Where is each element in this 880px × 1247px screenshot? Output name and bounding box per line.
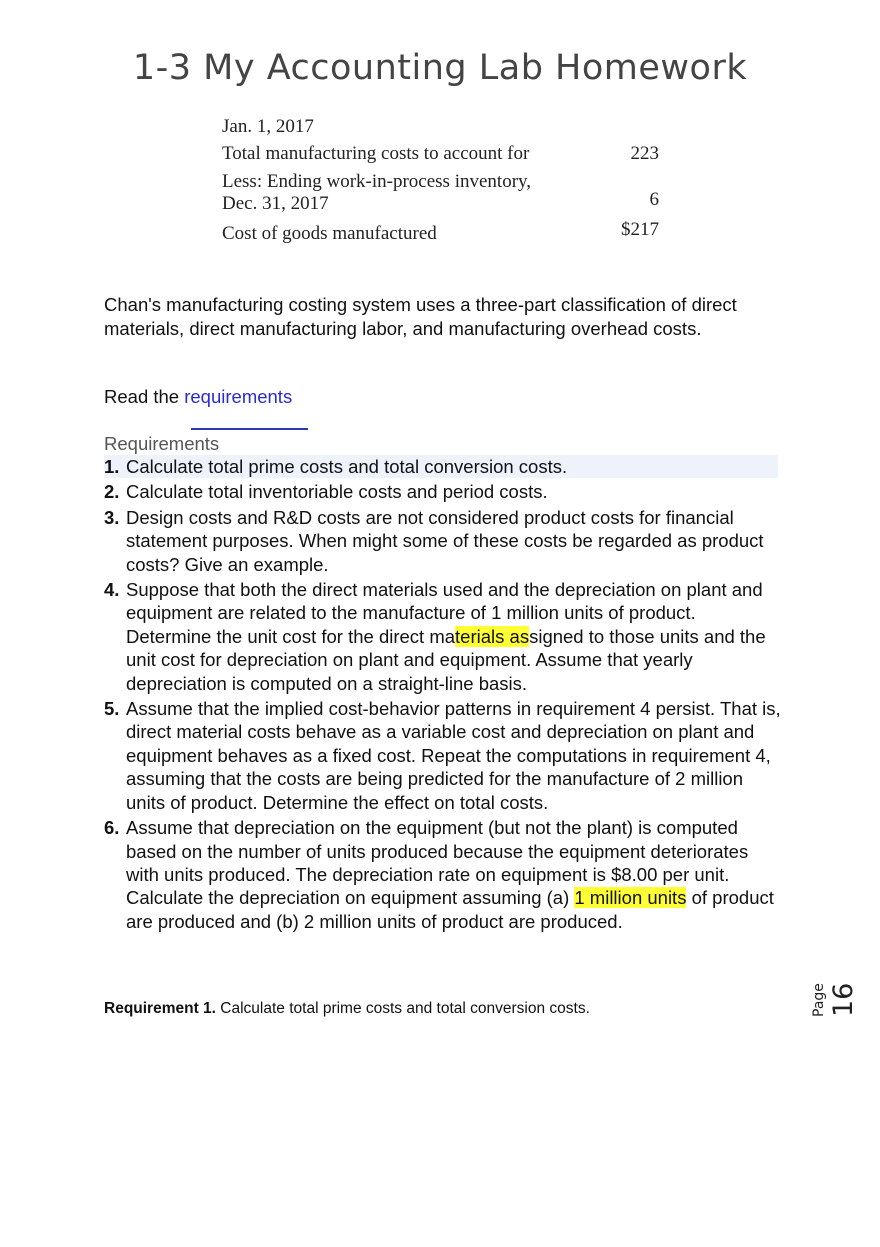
requirement-number: 6. xyxy=(104,817,120,839)
ledger-value: 6 xyxy=(649,189,659,210)
requirement-number: 1. xyxy=(104,456,120,477)
requirement-item-1[interactable] xyxy=(104,455,778,478)
requirements-list xyxy=(104,455,784,935)
requirement-item-5 xyxy=(104,697,784,814)
requirement-text: Suppose that both the direct materials used and the depreciation on plant and equipment are related to the manufacture of 1 million units of product. Determine the unit cost for the direct ma xyxy=(126,579,763,647)
ledger-label: Less: Ending work-in-process inventory, xyxy=(222,171,532,192)
requirement-text: Design costs and R&D costs are not considered product costs for financial statement purposes. When might some of these costs be regarded as product costs? Give an example. xyxy=(126,506,764,575)
requirement-text-cont: signed to those units and the unit cost for depreciation on plant and equipment. Assume that yearly depreciation is computed on a straight-line basis. xyxy=(126,625,766,694)
requirement-text: Assume that the implied cost-behavior patterns in requirement 4 persist. That is, direct material costs behave as a variable cost and depreciation on plant and equipment behaves as a fixed cost. Repeat the computations in requirement 4, assuming that the costs are being predicted for the manufacture of 2 million units of product. Determine the effect on total costs. xyxy=(126,698,781,813)
ledger-label: Cost of goods manufactured xyxy=(222,223,437,244)
page-number-value: 16 xyxy=(828,982,859,1017)
highlighted-text: 1 million units xyxy=(574,887,687,909)
requirement-item-4 xyxy=(104,578,784,695)
ledger-label: Total manufacturing costs to account for xyxy=(222,143,530,164)
page-title: 1-3 My Accounting Lab Homework xyxy=(132,48,748,88)
ledger-label-line2: Dec. 31, 2017 xyxy=(222,193,329,214)
ledger-value: 223 xyxy=(630,143,659,164)
requirement-number: 2. xyxy=(104,481,120,503)
requirement-1-label: Requirement 1. xyxy=(104,1000,216,1017)
requirement-text: Assume that depreciation on the equipment (but not the plant) is computed based on the number of units produced because the equipment deteriorates with units produced. The depreciation rate on equipment is $8.00 per unit. Calculate the depreciation on equipment assuming (a) xyxy=(126,817,749,909)
read-requirements-line xyxy=(104,385,784,409)
requirements-link-underline xyxy=(191,428,308,430)
requirement-1-prompt xyxy=(104,1000,590,1018)
requirement-item-6 xyxy=(104,816,784,933)
requirement-text-cont: of product are produced and (b) 2 million units of product are produced. xyxy=(126,887,774,932)
requirement-text: Calculate total inventoriable costs and period costs. xyxy=(126,481,548,503)
page-number xyxy=(808,935,859,1025)
requirements-heading: Requirements xyxy=(104,433,220,454)
requirement-text: Calculate total prime costs and total conversion costs. xyxy=(126,456,568,477)
requirement-number: 5. xyxy=(104,698,120,720)
ledger-date: Jan. 1, 2017 xyxy=(222,116,314,137)
highlighted-text: terials as xyxy=(455,625,530,647)
requirements-link[interactable]: requirements xyxy=(184,386,293,407)
requirement-1-text: Calculate total prime costs and total conversion costs. xyxy=(215,1000,590,1017)
ledger-value: $217 xyxy=(621,219,659,240)
requirement-item-2 xyxy=(104,480,784,503)
read-prefix: Read the xyxy=(104,386,185,407)
page-label: Page xyxy=(811,983,827,1017)
requirement-item-3 xyxy=(104,506,784,576)
requirement-number: 3. xyxy=(104,506,120,528)
requirement-number: 4. xyxy=(104,579,120,601)
intro-paragraph: Chan's manufacturing costing system uses a three-part classification of direct materials, direct manufacturing labor, and manufacturing overhead costs. xyxy=(104,294,737,339)
